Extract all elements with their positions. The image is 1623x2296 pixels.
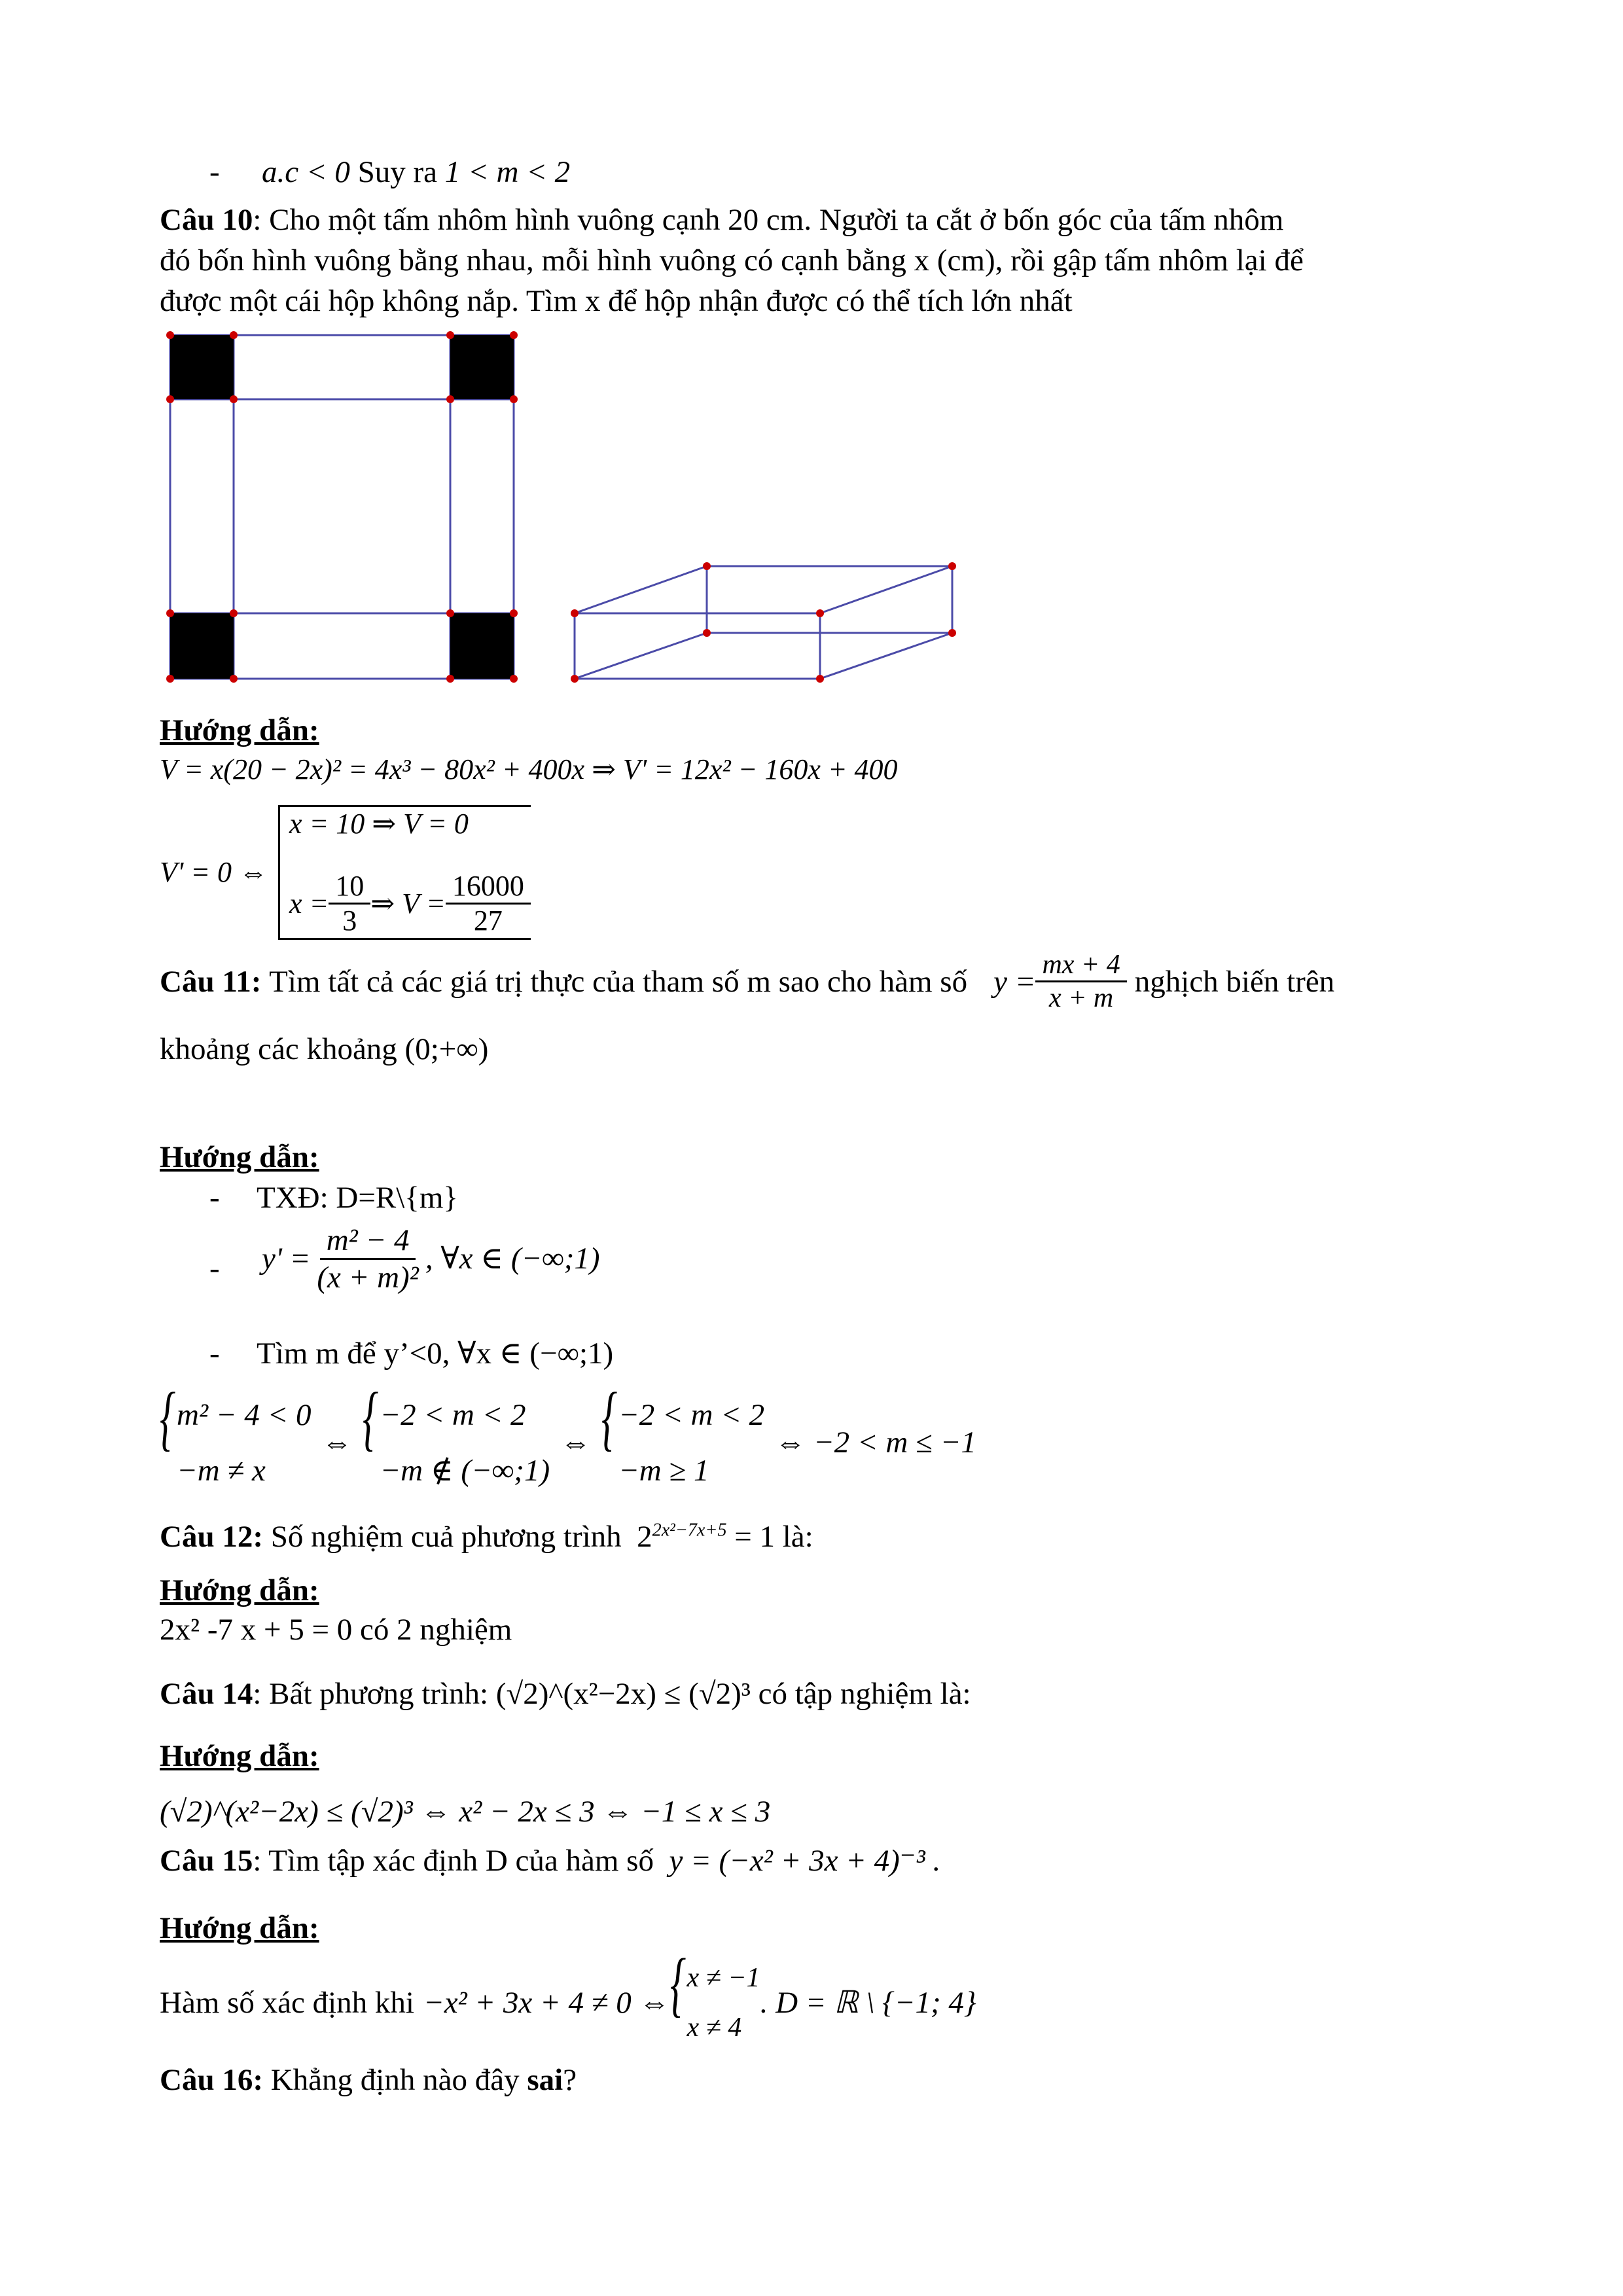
- q11-frac-den: x + m: [1048, 983, 1114, 1014]
- hd10-bracket: [278, 805, 531, 940]
- hd11-eq1: ⇔: [321, 1426, 353, 1460]
- hd10-frac1-num: 10: [329, 870, 370, 905]
- hd11-sys3a: −2 < m < 2: [618, 1398, 765, 1432]
- q10-line2: đó bốn hình vuông bằng nhau, mỗi hình vuông có cạnh bằng x (cm), rồi gập tấm nhôm lại để: [160, 243, 1304, 278]
- q15-text: : Tìm tập xác định D của hàm số: [253, 1844, 654, 1878]
- hd11-sys2b: −m ∉ (−∞;1): [380, 1453, 550, 1488]
- q10-line3: được một cái hộp không nắp. Tìm x để hộp nhận được có thể tích lớn nhất: [160, 284, 1073, 318]
- q15-line: [160, 1842, 940, 1879]
- hd10-case2-mid: ⇒ V =: [370, 887, 446, 920]
- q10-label: Câu 10: [160, 203, 253, 237]
- q14-end: có tập nghiệm là:: [758, 1677, 971, 1711]
- hd11-sys3b: −m ≥ 1: [618, 1453, 709, 1488]
- hd10-lhs: V' = 0 ⇔: [160, 855, 268, 888]
- hd11-heading: Hướng dẫn:: [160, 1140, 319, 1174]
- hd11-eq2: ⇔: [560, 1426, 592, 1460]
- top-dash: -: [209, 155, 220, 189]
- q14-ineq: (√2)^(x²−2x) ≤ (√2)³: [495, 1677, 751, 1711]
- hd10-case2-left: x =: [289, 887, 329, 920]
- q12-end: là:: [782, 1520, 813, 1554]
- hd11-final: ⇔ −2 < m ≤ −1: [775, 1426, 976, 1460]
- top-suy-ra: Suy ra: [357, 155, 437, 189]
- q10-figure: [0, 0, 1623, 720]
- cut-corners: [170, 335, 514, 679]
- q16-label: Câu 16:: [160, 2063, 263, 2097]
- hd11-b2: [262, 1223, 600, 1295]
- q16-line: [160, 2062, 577, 2098]
- hd11-b2-left: y' =: [262, 1242, 311, 1276]
- q11-label: Câu 11:: [160, 964, 262, 999]
- hd11-b2-num: m² − 4: [320, 1223, 416, 1260]
- hd12-line: 2x² -7 x + 5 = 0 có 2 nghiệm: [160, 1613, 512, 1647]
- open-box: [575, 566, 952, 679]
- q11-text-b: nghịch biến trên: [1134, 964, 1335, 999]
- hd15-text: Hàm số xác định khi: [160, 1986, 414, 2020]
- q11-line1: [160, 949, 1334, 1014]
- hd10-case2: [289, 870, 531, 938]
- hd15-result: . D = ℝ \ {−1; 4}: [760, 1986, 976, 2020]
- hd10-line1: V = x(20 − 2x)² = 4x³ − 80x² + 400x ⇒ V' = 12x² − 160x + 400: [160, 753, 898, 785]
- hd11-systems: [160, 1378, 976, 1498]
- hd11-b2-den: (x + m)²: [317, 1261, 419, 1295]
- q14-label: Câu 14: [160, 1677, 253, 1711]
- hd11-dash1: -: [209, 1181, 220, 1215]
- hd11-dash3: -: [209, 1336, 220, 1371]
- hd14-heading: Hướng dẫn:: [160, 1739, 319, 1773]
- hd10-frac2: [446, 870, 531, 938]
- q16-bold-word: sai: [527, 2063, 563, 2097]
- top-result: 1 < m < 2: [444, 155, 571, 189]
- hd11-b2-right: , ∀x ∈ (−∞;1): [425, 1242, 600, 1276]
- hd11-sys1b: −m ≠ x: [177, 1453, 266, 1488]
- q11-frac: [1035, 949, 1126, 1014]
- hd15-line: [160, 1944, 976, 2053]
- q14-line: [160, 1676, 971, 1712]
- hd15-c2: x ≠ 4: [687, 2012, 742, 2043]
- q15-func: y = (−x² + 3x + 4)⁻³ .: [669, 1844, 941, 1878]
- q12-rhs: = 1: [734, 1520, 775, 1554]
- q11-frac-num: mx + 4: [1035, 949, 1126, 982]
- q12-line: [160, 1518, 813, 1555]
- hd15-conds: { x ≠ −1 x ≠ 4: [670, 1954, 760, 2053]
- hd10-frac2-num: 16000: [446, 870, 531, 905]
- hd11-b3: Tìm m để y’<0, ∀x ∈ (−∞;1): [257, 1336, 614, 1371]
- hd15-heading: Hướng dẫn:: [160, 1911, 319, 1945]
- hd11-sys1: { m² − 4 < 0 −m ≠ x: [160, 1388, 311, 1498]
- hd10-frac1: [329, 870, 370, 938]
- hd10-frac1-den: 3: [342, 905, 357, 937]
- hd11-sys2a: −2 < m < 2: [380, 1398, 526, 1432]
- q16-text: Khẳng định nào đây: [270, 2063, 520, 2097]
- box-points: [571, 562, 956, 683]
- q16-end: ?: [563, 2063, 577, 2097]
- top-cond: a.c < 0: [262, 155, 350, 189]
- q11-text-a: Tìm tất cả các giá trị thực của tham số m sao cho hàm số: [269, 964, 968, 999]
- q11-line2: khoảng các khoảng (0;+∞): [160, 1032, 489, 1066]
- hd15-expr: −x² + 3x + 4 ≠ 0 ⇔: [423, 1986, 670, 2020]
- hd10-case1: x = 10 ⇒ V = 0: [289, 808, 469, 840]
- q11-y-eq: y =: [993, 964, 1036, 999]
- hd10-frac2-den: 27: [473, 905, 503, 937]
- hd10-cases: [160, 805, 531, 940]
- hd14-line: (√2)^(x²−2x) ≤ (√2)³ ⇔ x² − 2x ≤ 3 ⇔ −1 ≤ x ≤ 3: [160, 1795, 771, 1829]
- q12-base: 2: [637, 1520, 652, 1554]
- hd11-dash2: -: [209, 1251, 220, 1285]
- q12-exp: 2x²−7x+5: [652, 1520, 727, 1541]
- hd10-heading: Hướng dẫn:: [160, 713, 319, 747]
- q10-text1: : Cho một tấm nhôm hình vuông cạnh 20 cm. Người ta cắt ở bốn góc của tấm nhôm: [253, 203, 1284, 237]
- hd15-c1: x ≠ −1: [687, 1963, 760, 1993]
- q14-text: : Bất phương trình:: [253, 1677, 489, 1711]
- hd11-sys3: { −2 < m < 2 −m ≥ 1: [601, 1388, 764, 1498]
- q12-text: Số nghiệm cuả phương trình: [270, 1520, 622, 1554]
- q15-label: Câu 15: [160, 1844, 253, 1878]
- hd11-b1: TXĐ: D=R\{m}: [257, 1181, 458, 1215]
- hd11-sys1a: m² − 4 < 0: [177, 1398, 312, 1432]
- hd11-b2-frac: [310, 1223, 425, 1295]
- hd12-heading: Hướng dẫn:: [160, 1573, 319, 1607]
- q12-label: Câu 12:: [160, 1520, 263, 1554]
- hd11-sys2: { −2 < m < 2 −m ∉ (−∞;1): [363, 1388, 550, 1498]
